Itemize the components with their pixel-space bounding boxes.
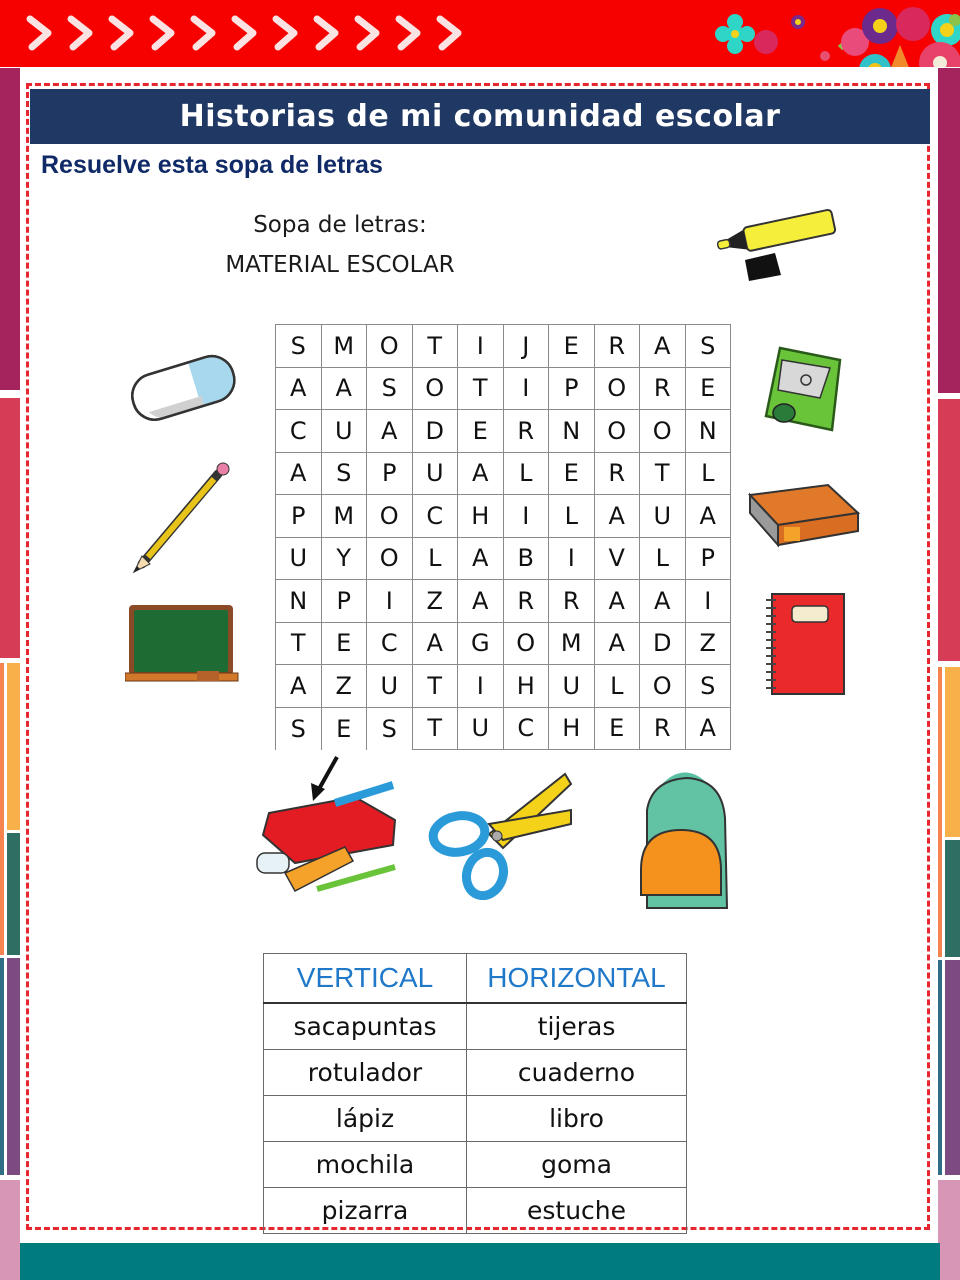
chevron-icon: [141, 10, 182, 56]
grid-cell: U: [640, 495, 686, 538]
left-stripe-yellow: [7, 663, 20, 830]
grid-cell: T: [458, 368, 504, 411]
word-list-row: [264, 1096, 687, 1142]
grid-cell: S: [276, 708, 322, 751]
grid-cell: R: [640, 708, 686, 751]
right-stripe-yellow: [945, 667, 960, 837]
grid-cell: I: [458, 325, 504, 368]
grid-cell: O: [367, 495, 413, 538]
grid-cell: O: [413, 368, 459, 411]
grid-cell: O: [595, 410, 641, 453]
grid-cell: O: [504, 623, 550, 666]
grid-cell: A: [458, 453, 504, 496]
grid-cell: U: [322, 410, 368, 453]
grid-cell: C: [276, 410, 322, 453]
grid-cell: E: [549, 325, 595, 368]
grid-cell: A: [413, 623, 459, 666]
grid-cell: U: [413, 453, 459, 496]
grid-cell: N: [549, 410, 595, 453]
grid-cell: O: [640, 665, 686, 708]
page-title: Historias de mi comunidad escolar: [179, 99, 781, 134]
grid-cell: C: [504, 708, 550, 751]
grid-cell: H: [504, 665, 550, 708]
grid-cell: M: [322, 495, 368, 538]
grid-cell: A: [686, 495, 732, 538]
chevron-icon: [223, 10, 264, 56]
column-header-vertical: VERTICAL: [264, 954, 467, 1004]
grid-cell: C: [413, 495, 459, 538]
grid-cell: S: [686, 665, 732, 708]
grid-cell: I: [549, 538, 595, 581]
left-stripe-magenta: [0, 68, 20, 390]
word-horizontal: cuaderno: [467, 1050, 687, 1096]
grid-cell: A: [686, 708, 732, 751]
grid-cell: V: [595, 538, 641, 581]
grid-cell: E: [595, 708, 641, 751]
chevron-icon: [182, 10, 223, 56]
grid-cell: O: [367, 325, 413, 368]
grid-cell: R: [504, 580, 550, 623]
grid-cell: T: [413, 708, 459, 751]
grid-cell: A: [276, 368, 322, 411]
word-search-grid: [275, 324, 731, 750]
grid-cell: P: [276, 495, 322, 538]
chevron-icon: [346, 10, 387, 56]
grid-cell: T: [413, 665, 459, 708]
right-stripe-crimson: [938, 399, 960, 661]
grid-cell: L: [686, 453, 732, 496]
grid-cell: M: [549, 623, 595, 666]
highlighter-icon: [715, 205, 840, 285]
flower-decoration-icon: [700, 0, 960, 67]
backpack-icon: [635, 770, 730, 910]
grid-cell: D: [413, 410, 459, 453]
word-horizontal: libro: [467, 1096, 687, 1142]
left-stripe-purple: [7, 958, 20, 1175]
grid-cell: E: [322, 708, 368, 751]
word-list-row: [264, 1003, 687, 1050]
grid-cell: U: [276, 538, 322, 581]
grid-cell: B: [504, 538, 550, 581]
grid-cell: G: [458, 623, 504, 666]
column-header-horizontal: HORIZONTAL: [467, 954, 687, 1004]
grid-cell: U: [549, 665, 595, 708]
top-banner: [0, 0, 960, 67]
grid-cell: A: [276, 665, 322, 708]
grid-cell: L: [595, 665, 641, 708]
left-stripe-crimson: [0, 398, 20, 658]
left-stripe-orange: [0, 663, 4, 955]
chevron-icon: [387, 10, 428, 56]
grid-cell: T: [276, 623, 322, 666]
grid-cell: L: [549, 495, 595, 538]
grid-cell: E: [458, 410, 504, 453]
pencil-case-icon: [255, 755, 405, 900]
chevron-icon: [264, 10, 305, 56]
grid-cell: N: [276, 580, 322, 623]
word-vertical: rotulador: [264, 1050, 467, 1096]
grid-cell: I: [504, 495, 550, 538]
grid-cell: H: [458, 495, 504, 538]
eraser-icon: [123, 345, 243, 430]
grid-cell: Z: [686, 623, 732, 666]
word-list-row: [264, 1142, 687, 1188]
grid-cell: O: [640, 410, 686, 453]
grid-cell: Z: [413, 580, 459, 623]
grid-cell: A: [640, 325, 686, 368]
word-vertical: mochila: [264, 1142, 467, 1188]
grid-cell: I: [686, 580, 732, 623]
grid-cell: P: [549, 368, 595, 411]
grid-cell: A: [276, 453, 322, 496]
grid-cell: I: [458, 665, 504, 708]
word-list-row: [264, 1188, 687, 1234]
scissors-icon: [425, 770, 575, 900]
word-list-header-row: [264, 954, 687, 1004]
grid-cell: R: [595, 453, 641, 496]
grid-cell: U: [367, 665, 413, 708]
grid-cell: T: [640, 453, 686, 496]
puzzle-title-line2: MATERIAL ESCOLAR: [225, 252, 455, 278]
grid-cell: R: [549, 580, 595, 623]
grid-cell: M: [322, 325, 368, 368]
right-stripe-purple: [945, 960, 960, 1175]
grid-cell: J: [504, 325, 550, 368]
chevron-row: [18, 10, 469, 56]
chevron-icon: [18, 10, 59, 56]
grid-cell: A: [458, 580, 504, 623]
grid-cell: I: [504, 368, 550, 411]
grid-cell: U: [458, 708, 504, 751]
title-bar: [30, 89, 930, 144]
grid-cell: O: [367, 538, 413, 581]
grid-cell: Z: [322, 665, 368, 708]
sharpener-icon: [760, 338, 850, 438]
word-vertical: sacapuntas: [264, 1003, 467, 1050]
right-stripe-orange: [938, 667, 942, 957]
grid-cell: S: [686, 325, 732, 368]
grid-cell: L: [640, 538, 686, 581]
grid-cell: H: [549, 708, 595, 751]
grid-cell: S: [367, 708, 413, 751]
book-icon: [748, 483, 863, 548]
grid-cell: P: [322, 580, 368, 623]
left-stripe-blue: [0, 958, 4, 1175]
grid-cell: A: [367, 410, 413, 453]
grid-cell: T: [413, 325, 459, 368]
word-horizontal: tijeras: [467, 1003, 687, 1050]
grid-cell: P: [686, 538, 732, 581]
chevron-icon: [428, 10, 469, 56]
chevron-icon: [100, 10, 141, 56]
word-list-table: [263, 953, 687, 1234]
grid-cell: I: [367, 580, 413, 623]
grid-cell: R: [504, 410, 550, 453]
grid-cell: A: [595, 495, 641, 538]
word-list-row: [264, 1050, 687, 1096]
grid-cell: A: [640, 580, 686, 623]
grid-cell: O: [595, 368, 641, 411]
left-stripe-green: [7, 833, 20, 955]
grid-cell: P: [367, 453, 413, 496]
grid-cell: N: [686, 410, 732, 453]
grid-cell: A: [595, 580, 641, 623]
puzzle-heading: [180, 205, 500, 285]
grid-cell: E: [686, 368, 732, 411]
puzzle-title-line1: Sopa de letras:: [253, 212, 427, 238]
word-vertical: lápiz: [264, 1096, 467, 1142]
grid-cell: A: [458, 538, 504, 581]
right-stripe-blue: [938, 960, 942, 1175]
bottom-bar: [20, 1243, 940, 1280]
word-horizontal: estuche: [467, 1188, 687, 1234]
notebook-icon: [762, 590, 847, 698]
grid-cell: C: [367, 623, 413, 666]
grid-cell: S: [276, 325, 322, 368]
grid-cell: R: [640, 368, 686, 411]
chevron-icon: [305, 10, 346, 56]
right-stripe-pink: [938, 1180, 960, 1280]
left-stripe-pink: [0, 1180, 20, 1280]
right-stripe-magenta: [938, 68, 960, 393]
grid-cell: E: [322, 623, 368, 666]
grid-cell: L: [504, 453, 550, 496]
chalkboard-icon: [125, 603, 240, 683]
grid-cell: S: [322, 453, 368, 496]
grid-cell: S: [367, 368, 413, 411]
grid-cell: A: [322, 368, 368, 411]
pencil-icon: [130, 460, 235, 575]
grid-cell: L: [413, 538, 459, 581]
word-vertical: pizarra: [264, 1188, 467, 1234]
grid-cell: A: [595, 623, 641, 666]
grid-cell: D: [640, 623, 686, 666]
instruction-text: Resuelve esta sopa de letras: [41, 151, 383, 179]
right-stripe-green: [945, 840, 960, 957]
grid-cell: E: [549, 453, 595, 496]
chevron-icon: [59, 10, 100, 56]
word-horizontal: goma: [467, 1142, 687, 1188]
grid-cell: R: [595, 325, 641, 368]
grid-cell: Y: [322, 538, 368, 581]
